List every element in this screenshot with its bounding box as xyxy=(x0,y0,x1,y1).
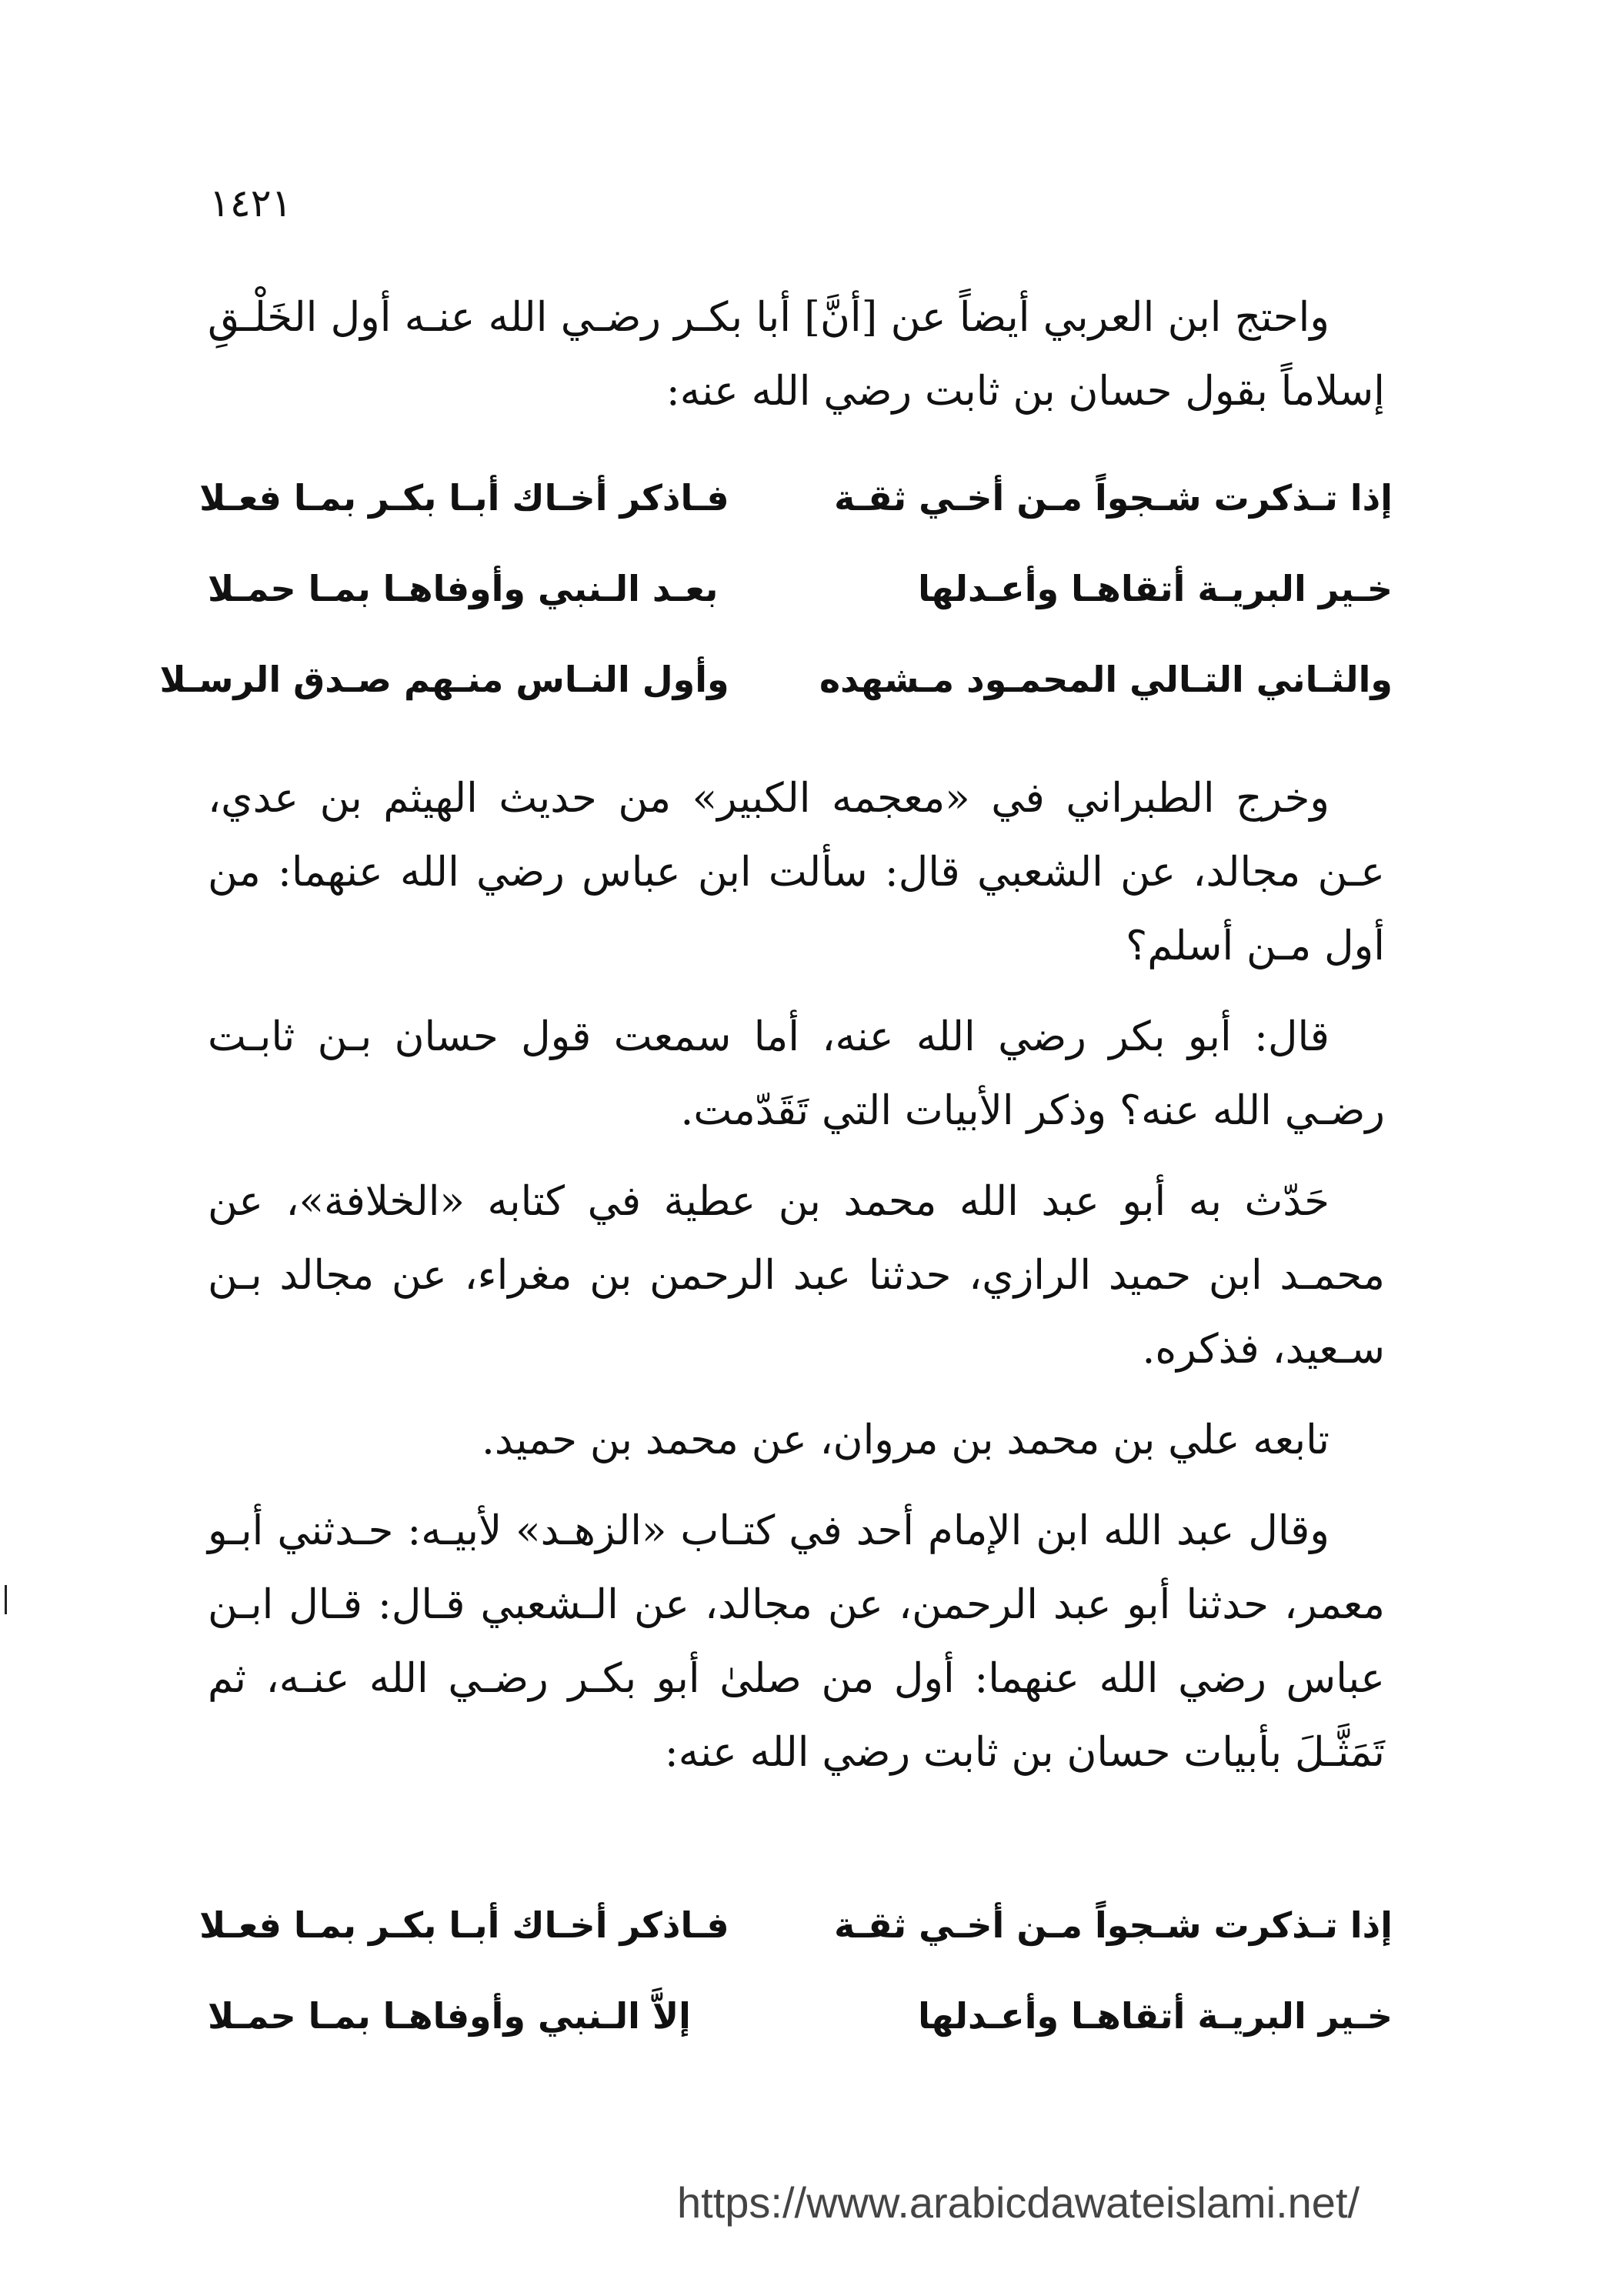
poem-verse xyxy=(159,659,1393,749)
body-text xyxy=(208,762,1385,1807)
poem-verse xyxy=(199,477,1393,568)
paragraph-tabarani: وخرج الطبراني في «معجمه الكبير» من حديث الهيثم بن عدي، عـن مجالد، عن الشعبي قال: سألت ابن عباس رضي الله عنهما: من أول مـن أسلم؟ xyxy=(208,775,1385,969)
paragraph-tabiahu: تابعه علي بن محمد بن مروان، عن محمد بن حميد. xyxy=(481,1417,1329,1463)
verse-second-hemistich: بعـد الـنبي وأوفاهـا بمـا حمـلا xyxy=(208,568,719,609)
verse-second-hemistich: فـاذكر أخـاك أبـا بكـر بمـا فعـلا xyxy=(199,1904,729,1946)
poem-first xyxy=(159,477,1393,749)
verse-first-hemistich: إذا تـذكرت شـجواً مـن أخـي ثقـة xyxy=(834,1904,1393,1946)
verse-second-hemistich: إلاَّ الـنبي وأوفاهـا بمـا حمـلا xyxy=(208,1995,691,2037)
poem-verse xyxy=(208,568,1393,659)
paragraph-khilafa: حَدّث به أبو عبد الله محمد بن عطية في كتابه «الخلافة»، عن محمـد ابن حميد الرازي، حدثنا عبد الرحمن بن مغراء، عن مجالد بـن سـعيد، فذكره. xyxy=(208,1178,1385,1373)
poem-verse xyxy=(208,1995,1393,2086)
paragraph-ibn-arabi: واحتج ابن العربي أيضاً عن [أنَّ] أبا بكـر رضـي الله عنـه أول الخَلْـقِ إسلاماً بقول حسان بن ثابت رضي الله عنه: xyxy=(208,294,1385,415)
scan-artifact xyxy=(5,1585,7,1614)
verse-first-hemistich: والثـاني التـالي المحمـود مـشهده xyxy=(819,659,1393,700)
poem-verse xyxy=(199,1904,1393,1995)
paragraph-zuhd: وقال عبد الله ابن الإمام أحد في كتـاب «الزهـد» لأبيـه: حـدثني أبـو معمر، حدثنا أبو عبد الرحمن، عن مجالد، عن الـشعبي قـال: قـال ابـن عباس رضي الله عنهما: أول من صلىٰ أبو بكـر رضـي الله عنـه، ثم تَمَثَّـلَ بأبيات حسان بن ثابت رضي الله عنه: xyxy=(208,1507,1385,1776)
paragraph-abu-bakr: قال: أبو بكر رضي الله عنه، أما سمعت قول حسان بـن ثابـت رضـي الله عنه؟ وذكر الأبيات التي تَقَدّمت. xyxy=(208,1013,1385,1134)
verse-second-hemistich: وأول النـاس منـهم صـدق الرسـلا xyxy=(159,659,729,700)
page-number: ١٤٢١ xyxy=(209,181,292,225)
verse-first-hemistich: خـير البريـة أتقاهـا وأعـدلها xyxy=(918,1995,1393,2037)
verse-second-hemistich: فـاذكر أخـاك أبـا بكـر بمـا فعـلا xyxy=(199,477,729,519)
poem-second xyxy=(199,1904,1393,2086)
verse-first-hemistich: إذا تـذكرت شـجواً مـن أخـي ثقـة xyxy=(834,477,1393,519)
verse-first-hemistich: خـير البريـة أتقاهـا وأعـدلها xyxy=(918,568,1393,609)
intro-text xyxy=(208,281,1385,446)
watermark-url: https://www.arabicdawateislami.net/ xyxy=(677,2178,1360,2227)
